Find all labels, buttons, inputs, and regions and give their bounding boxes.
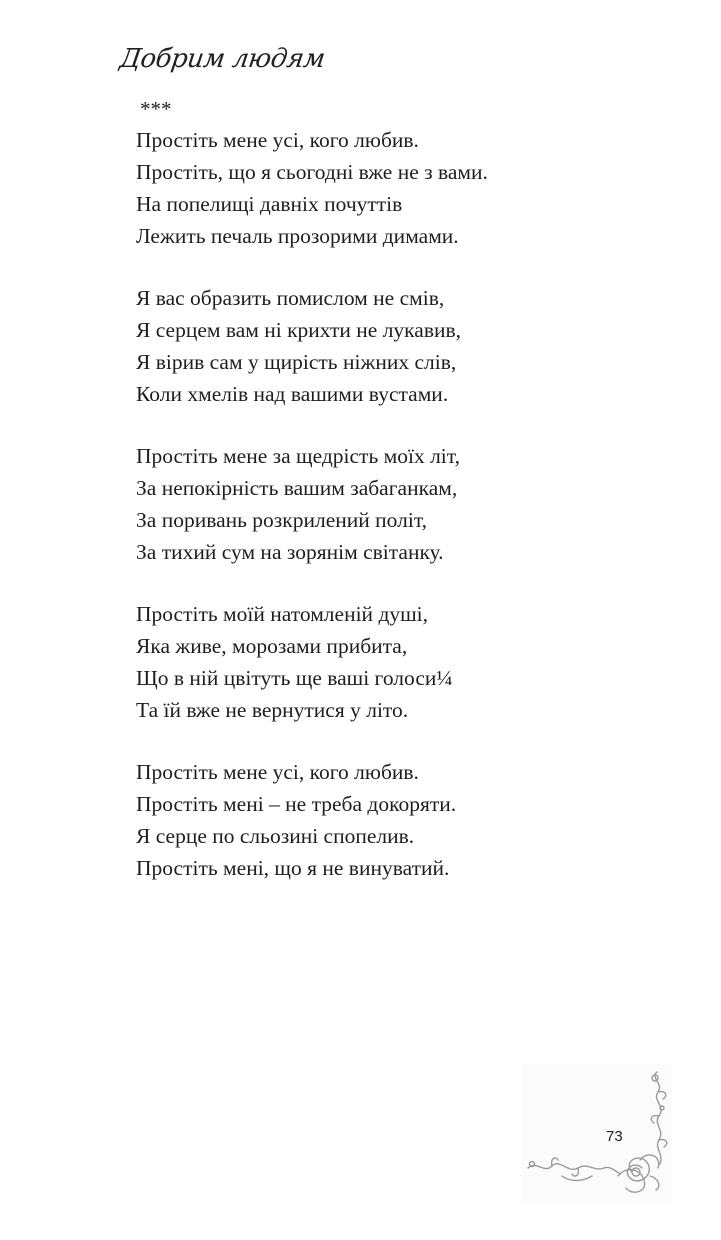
poem-line: За поривань розкрилений політ,: [136, 508, 427, 532]
poem-line: Простіть, що я сьогодні вже не з вами.: [136, 160, 488, 184]
poem-line: Простіть мені, що я не винуватий.: [136, 856, 450, 880]
poem-line: Простіть мені – не треба докоряти.: [136, 792, 457, 816]
poem-line: Простіть мене усі, кого любив.: [136, 128, 419, 152]
poem-section-marker: ***: [140, 97, 172, 121]
poem-line: За непокірність вашим забаганкам,: [136, 476, 458, 500]
stanza: [136, 598, 606, 726]
poem-line: Я вас образить помислом не смів,: [136, 286, 445, 310]
page-number: 73: [606, 1128, 623, 1145]
poem-line: За тихий сум на зорянім світанку.: [136, 540, 444, 564]
poem-body: [136, 124, 606, 914]
poem-line: Я вірив сам у щирість ніжних слів,: [136, 350, 457, 374]
stanza: [136, 282, 606, 410]
poem-line: Простіть мене за щедрість моїх літ,: [136, 444, 460, 468]
poem-line: Яка живе, морозами прибита,: [136, 634, 408, 658]
poem-line: Лежить печаль прозорими димами.: [136, 224, 459, 248]
poem-line: Простіть моїй натомленій душі,: [136, 602, 429, 626]
stanza: [136, 440, 606, 568]
page-header-title: Добрим людям: [117, 44, 327, 74]
floral-swirl-ornament-icon: [522, 1064, 672, 1204]
poem-line: Я серце по сльозині спопелив.: [136, 824, 415, 848]
stanza: [136, 124, 606, 252]
poem-line: Та їй вже не вернутися у літо.: [136, 698, 409, 722]
poem-line: На попелищі давніх почуттів: [136, 192, 403, 216]
poem-line: Простіть мене усі, кого любив.: [136, 760, 419, 784]
poem-line: Я серцем вам ні крихти не лукавив,: [136, 318, 462, 342]
poem-line: Коли хмелів над вашими вустами.: [136, 382, 449, 406]
poem-line: Що в ній цвітуть ще ваші голоси¼: [136, 666, 453, 690]
stanza: [136, 756, 606, 884]
